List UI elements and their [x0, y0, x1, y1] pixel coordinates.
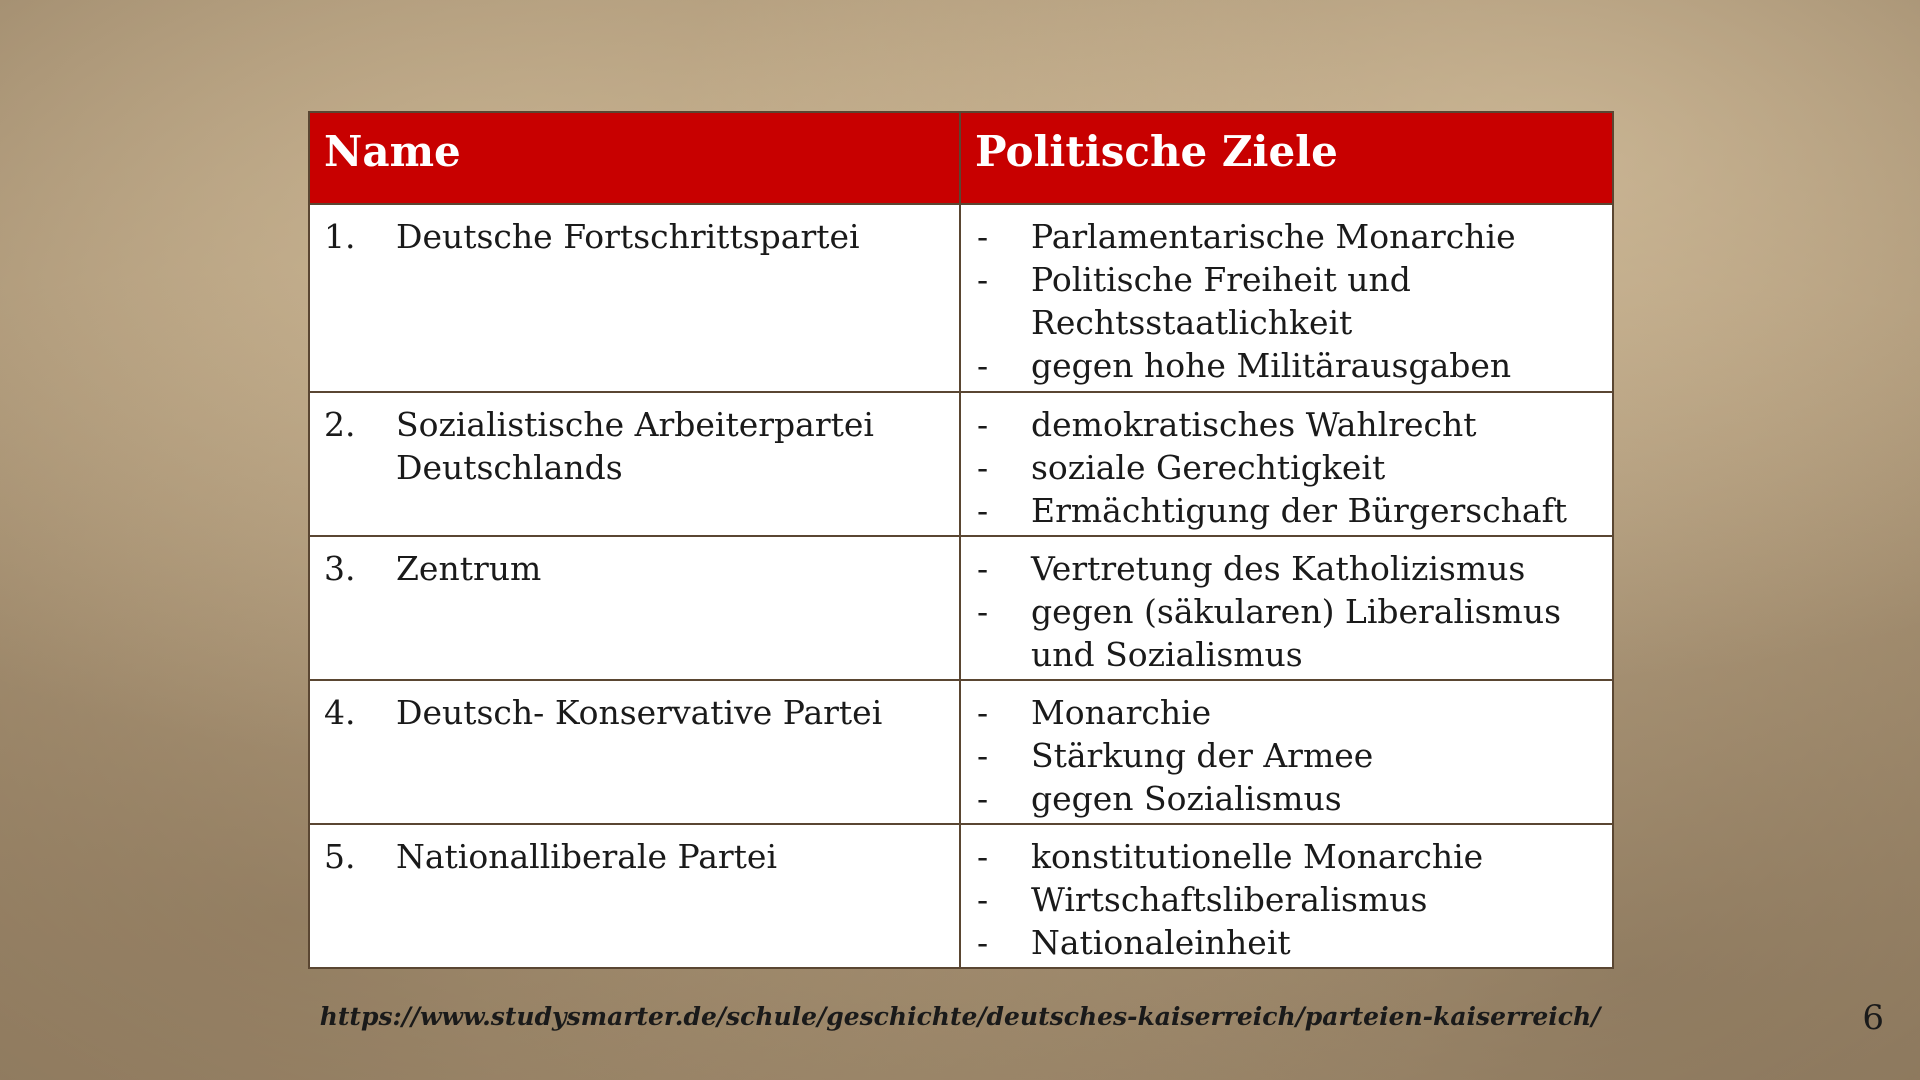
bullet-dash: - — [977, 693, 989, 732]
goal-item — [975, 446, 1598, 489]
party-name: Sozialistische Arbeiterpartei Deutschlands — [396, 405, 874, 487]
table-row — [309, 392, 1613, 536]
party-name: Deutsch- Konservative Partei — [396, 693, 883, 732]
bullet-dash: - — [977, 491, 989, 530]
bullet-dash: - — [977, 260, 989, 299]
bullet-dash: - — [977, 405, 989, 444]
goal-text: gegen Sozialismus — [1031, 779, 1342, 818]
goals-cell — [960, 680, 1613, 824]
party-number: 5. — [324, 837, 356, 876]
goal-text: gegen (säkularen) Liberalismus und Sozialismus — [1031, 592, 1562, 674]
table-header-row — [309, 112, 1613, 204]
goal-item — [975, 547, 1598, 590]
bullet-dash: - — [977, 736, 989, 775]
party-number: 3. — [324, 549, 356, 588]
goal-item — [975, 489, 1598, 532]
goal-text: Parlamentarische Monarchie — [1031, 217, 1516, 256]
party-cell — [309, 392, 960, 536]
goal-text: Politische Freiheit und Rechtsstaatlichkeit — [1031, 260, 1411, 342]
goals-list — [975, 835, 1598, 964]
bullet-dash: - — [977, 346, 989, 385]
column-header-name: Name — [309, 112, 960, 204]
goal-item — [975, 691, 1598, 734]
goals-list — [975, 403, 1598, 532]
goals-cell — [960, 392, 1613, 536]
party-name-wrapper — [324, 215, 945, 258]
source-url: https://www.studysmarter.de/schule/geschichte/deutsches-kaiserreich/parteien-kaiserreich/ — [319, 1002, 1601, 1031]
goal-text: demokratisches Wahlrecht — [1031, 405, 1477, 444]
bullet-dash: - — [977, 217, 989, 256]
bullet-dash: - — [977, 880, 989, 919]
goal-text: Vertretung des Katholizismus — [1031, 549, 1526, 588]
party-name: Deutsche Fortschrittspartei — [396, 217, 860, 256]
party-cell — [309, 824, 960, 968]
goal-item — [975, 403, 1598, 446]
bullet-dash: - — [977, 837, 989, 876]
goals-cell — [960, 204, 1613, 392]
table-row — [309, 680, 1613, 824]
goal-item — [975, 921, 1598, 964]
page-number: 6 — [1862, 998, 1884, 1038]
party-number: 4. — [324, 693, 356, 732]
party-number: 1. — [324, 217, 356, 256]
goals-list — [975, 691, 1598, 820]
goal-text: Stärkung der Armee — [1031, 736, 1374, 775]
party-cell — [309, 536, 960, 680]
party-name-wrapper — [324, 835, 945, 878]
party-name-wrapper — [324, 691, 945, 734]
goal-text: Monarchie — [1031, 693, 1212, 732]
goal-item — [975, 734, 1598, 777]
bullet-dash: - — [977, 448, 989, 487]
table-row — [309, 536, 1613, 680]
goal-text: soziale Gerechtigkeit — [1031, 448, 1386, 487]
parties-table — [308, 111, 1614, 969]
goal-item — [975, 344, 1598, 387]
goals-list — [975, 547, 1598, 676]
party-cell — [309, 204, 960, 392]
party-name: Zentrum — [396, 549, 542, 588]
goal-item — [975, 215, 1598, 258]
bullet-dash: - — [977, 592, 989, 631]
bullet-dash: - — [977, 549, 989, 588]
goal-item — [975, 777, 1598, 820]
party-number: 2. — [324, 405, 356, 444]
goal-text: Wirtschaftsliberalismus — [1031, 880, 1428, 919]
goal-item — [975, 835, 1598, 878]
goal-text: Nationaleinheit — [1031, 923, 1291, 962]
goal-text: konstitutionelle Monarchie — [1031, 837, 1484, 876]
table-row — [309, 824, 1613, 968]
party-name-wrapper — [324, 403, 945, 489]
bullet-dash: - — [977, 779, 989, 818]
party-cell — [309, 680, 960, 824]
goal-item — [975, 878, 1598, 921]
goal-text: gegen hohe Militärausgaben — [1031, 346, 1512, 385]
goals-cell — [960, 824, 1613, 968]
goals-list — [975, 215, 1598, 387]
party-name-wrapper — [324, 547, 945, 590]
bullet-dash: - — [977, 923, 989, 962]
goal-item — [975, 590, 1598, 676]
goal-text: Ermächtigung der Bürgerschaft — [1031, 491, 1568, 530]
goal-item — [975, 258, 1598, 344]
column-header-goals: Politische Ziele — [960, 112, 1613, 204]
table-row — [309, 204, 1613, 392]
goals-cell — [960, 536, 1613, 680]
party-name: Nationalliberale Partei — [396, 837, 778, 876]
